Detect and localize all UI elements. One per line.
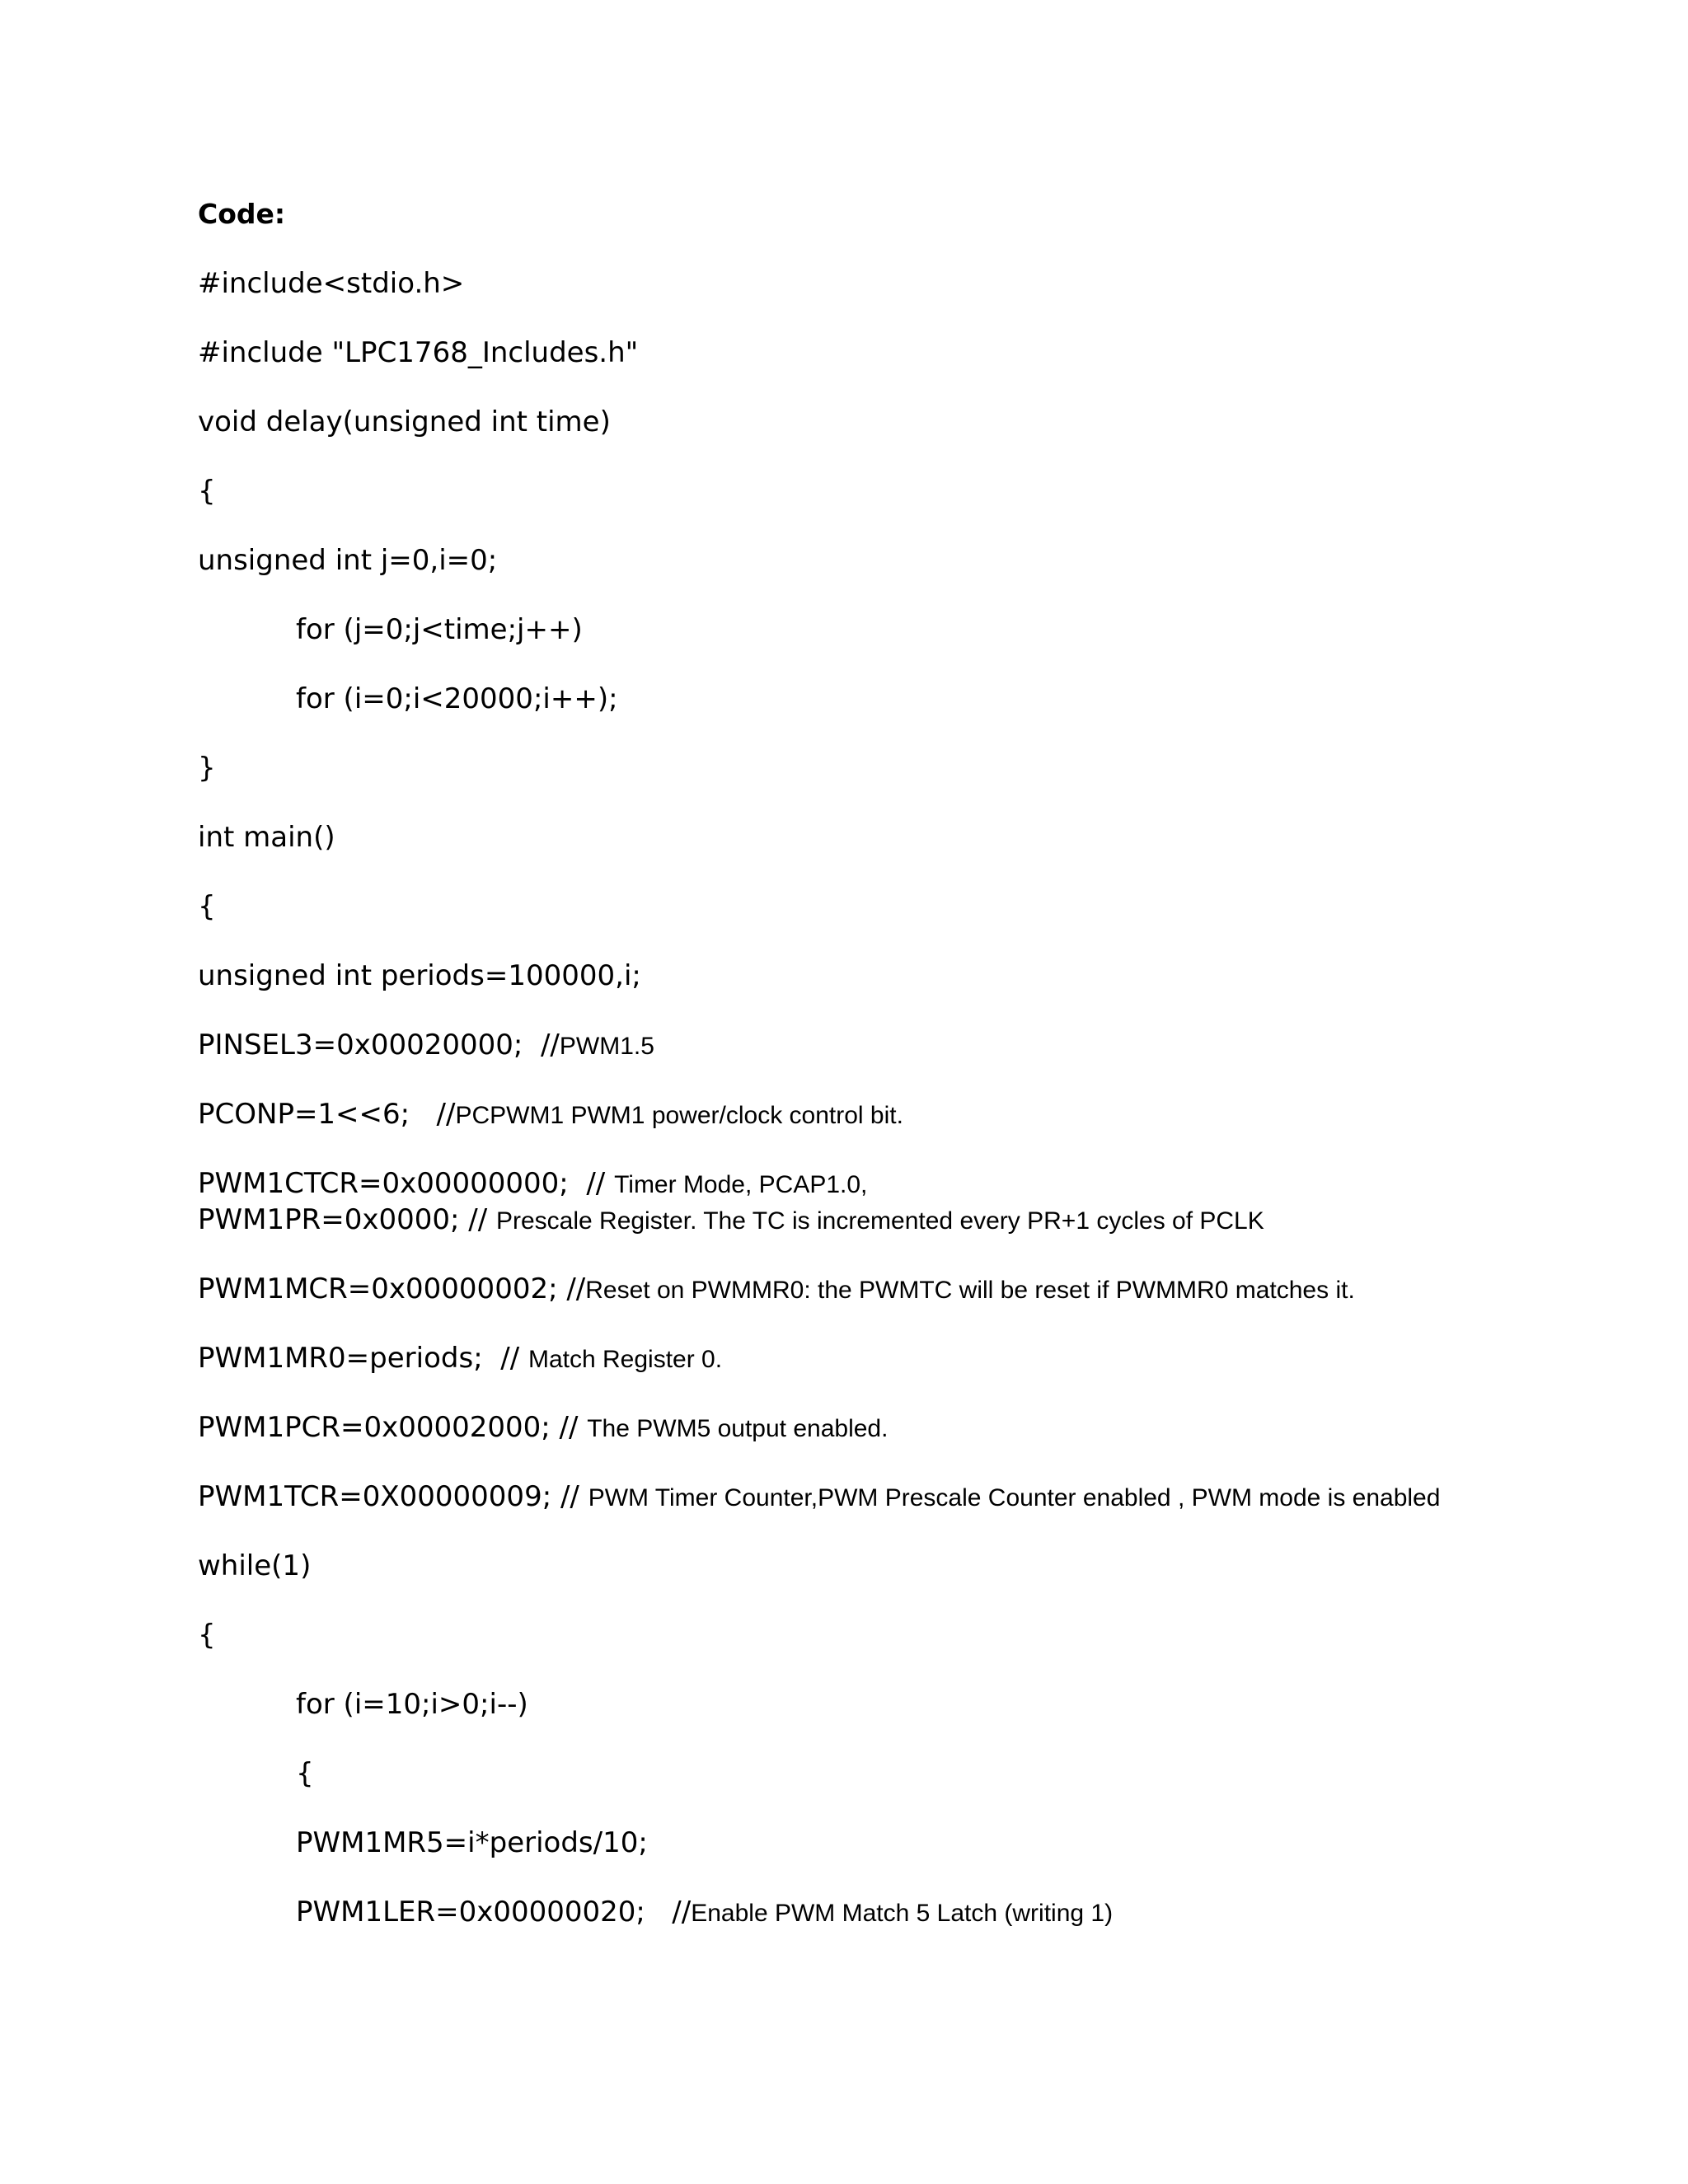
code-text: unsigned int j=0,i=0; (198, 544, 498, 577)
code-line-pwm1pcr (198, 1408, 888, 1447)
code-comment: The PWM5 output enabled. (587, 1415, 889, 1442)
code-line-pwm1ctcr (198, 1164, 867, 1203)
code-text: PWM1CTCR=0x00000000; // (198, 1167, 615, 1200)
section-heading: Code: (198, 198, 286, 230)
code-comment: Enable PWM Match 5 Latch (writing 1) (691, 1900, 1114, 1927)
code-line-pwm1mcr (198, 1269, 1355, 1309)
code-text: PCONP=1<<6; // (198, 1098, 456, 1131)
code-text: PWM1TCR=0X00000009; // (198, 1480, 588, 1513)
code-text: #include "LPC1768_Includes.h" (198, 336, 639, 369)
code-comment: Prescale Register. The TC is incremented every PR+1 cycles of PCLK (495, 1207, 1264, 1235)
code-line-pwm1ler (296, 1892, 1113, 1932)
code-line-for-loop (296, 1685, 528, 1724)
code-line-outer-loop (296, 610, 583, 649)
code-line-close-brace (198, 748, 216, 788)
code-text: PWM1MCR=0x00000002; // (198, 1272, 586, 1305)
code-text: } (198, 752, 216, 785)
code-line-main-signature (198, 818, 335, 857)
code-text: for (j=0;j<time;j++) (296, 613, 583, 646)
code-text: { (198, 1619, 216, 1652)
code-line-delay-signature (198, 402, 611, 442)
code-line-inner-loop (296, 679, 618, 719)
code-line-pwm1tcr (198, 1477, 1440, 1516)
code-text: for (i=10;i>0;i--) (296, 1688, 528, 1721)
code-comment: PCPWM1 PWM1 power/clock control bit. (455, 1102, 903, 1129)
code-text: unsigned int periods=100000,i; (198, 959, 641, 992)
code-comment: Match Register 0. (528, 1346, 723, 1373)
code-text: for (i=0;i<20000;i++); (296, 682, 618, 715)
code-text: PWM1PCR=0x00002000; // (198, 1411, 588, 1444)
code-text: PWM1MR0=periods; // (198, 1342, 528, 1375)
code-text: PWM1LER=0x00000020; // (296, 1896, 692, 1929)
code-line-pinsel3 (198, 1025, 654, 1065)
code-line-main-vars (198, 956, 641, 996)
code-comment: PWM Timer Counter,PWM Prescale Counter enabled , PWM mode is enabled (588, 1484, 1441, 1511)
code-line-open-brace (198, 471, 216, 511)
code-comment: Reset on PWMMR0: the PWMTC will be reset if PWMMR0 matches it. (585, 1277, 1355, 1304)
code-comment: PWM1.5 (559, 1033, 654, 1060)
code-line-pconp (198, 1094, 903, 1134)
code-text: { (296, 1757, 314, 1790)
code-line-pwm1mr0 (198, 1338, 722, 1378)
code-line-open-brace (198, 887, 216, 926)
code-line-while (198, 1546, 311, 1586)
code-text: int main() (198, 821, 335, 854)
code-line-pwm1mr5 (296, 1823, 648, 1863)
code-text: #include<stdio.h> (198, 267, 465, 300)
code-text: PWM1MR5=i*periods/10; (296, 1826, 648, 1859)
code-text: while(1) (198, 1549, 312, 1582)
code-text: { (198, 475, 216, 508)
code-line-open-brace (296, 1754, 314, 1793)
code-line-include-lpc (198, 333, 638, 373)
code-line-open-brace (198, 1615, 216, 1655)
code-text: { (198, 890, 216, 923)
code-line-include-stdio (198, 264, 464, 303)
code-text: PWM1PR=0x0000; // (198, 1203, 496, 1236)
code-line-pwm1pr (198, 1200, 1264, 1240)
code-comment: Timer Mode, PCAP1.0, (614, 1171, 868, 1198)
code-line-delay-vars (198, 541, 497, 580)
code-text: PINSEL3=0x00020000; // (198, 1029, 560, 1062)
code-text: void delay(unsigned int time) (198, 405, 611, 438)
